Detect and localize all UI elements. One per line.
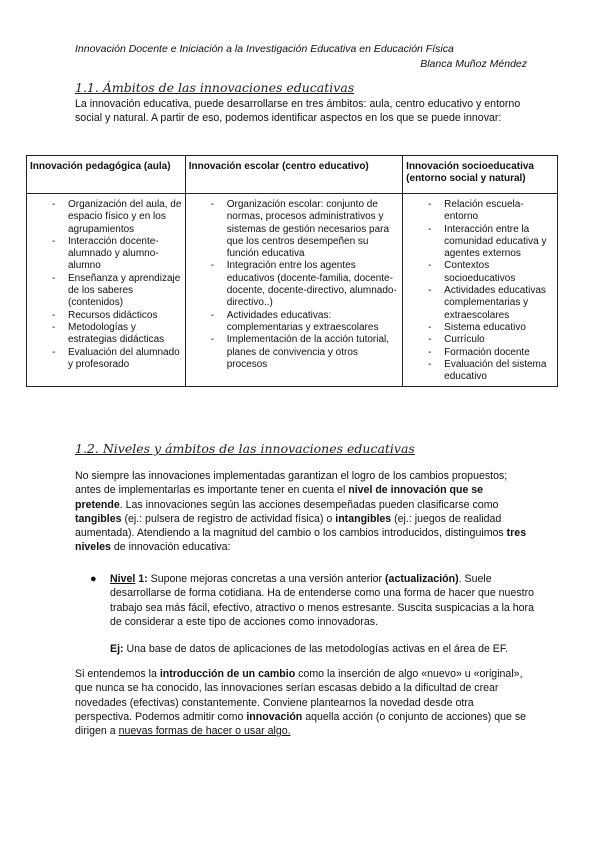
bold-text: innovación: [246, 710, 303, 723]
section-1-intro: La innovación educativa, puede desarrollarse en tres ámbitos: aula, centro educativo y entorno social y natural. A partir de eso, podemos identificar aspectos en los que se puede innovar:: [75, 98, 521, 125]
underlined-text: nuevas formas de hacer o usar algo.: [118, 725, 291, 738]
socioeducational-cell: [403, 194, 558, 387]
list-item: - Organización escolar: conjunto de normas, procesos administrativos y sistemas de gestión necesarios para que los centros desempeñen su función educativa: [189, 199, 399, 260]
text-run: de innovación educativa:: [110, 541, 231, 554]
bold-text: tangibles: [75, 512, 122, 525]
text-run: No siempre las innovaciones implementadas garantizan el logro de los cambios propuestos; antes de implementarlas es importante tener en cuenta el: [75, 470, 508, 497]
list-item: - Integración entre los agentes educativos (docente-familia, docente-docente, docente-directivo, alumnado-directivo..): [189, 260, 399, 309]
section-1-title: 1.1. Ámbitos de las innovaciones educativas: [75, 80, 355, 95]
list-item: - Recursos didácticos: [30, 310, 182, 322]
table-header-row: [27, 156, 558, 194]
document-course-header: Innovación Docente e Iniciación a la Investigación Educativa en Educación Física: [75, 43, 454, 55]
list-item: - Relación escuela-entorno: [406, 199, 554, 224]
list-item: - Contextos socioeducativos: [406, 260, 554, 285]
bold-text: introducción de un cambio: [159, 668, 296, 680]
bold-text: nivel de innovación que se pretende: [75, 484, 484, 511]
text-run: Si entendemos la: [75, 668, 160, 680]
text-run: . Suele desarrollarse de forma cotidiana. Ha de entenderse como una forma de hacer que nuestro trabajo sea más fácil, efectivo, atractivo o menos estresante. Suscita suspicacias a la hora de considerar a este tipo de acciones como innovadoras.: [110, 573, 534, 628]
level-1-bullet: [90, 572, 534, 629]
list-item: - Interacción docente-alumnado y alumno-alumno: [30, 236, 182, 273]
school-cell: [185, 194, 402, 387]
bold-text: (actualización): [385, 573, 459, 585]
header-pedagogical: Innovación pedagógica (aula): [27, 156, 186, 194]
bold-text: intangibles: [335, 512, 392, 525]
list-item: - Evaluación del sistema educativo: [406, 359, 554, 384]
bold-text: tres niveles: [75, 527, 527, 554]
section-2-paragraph-1: [75, 469, 527, 555]
list-item: - Enseñanza y aprendizaje de los saberes (contenidos): [30, 273, 182, 310]
example-line: [110, 643, 508, 655]
bullet-icon: ●: [90, 573, 97, 585]
header-school: Innovación escolar (centro educativo): [185, 156, 402, 194]
text-run: Supone mejoras concretas a una versión anterior: [147, 573, 386, 585]
list-item: - Formación docente: [406, 347, 554, 359]
level-label: Nivel: [110, 573, 136, 585]
list-item: - Implementación de la acción tutorial, planes de convivencia y otros procesos: [189, 334, 399, 371]
header-socioeducational: Innovación socioeducativa (entorno social y natural): [403, 156, 558, 194]
text-run: (ej.: pulsera de registro de actividad física) o: [121, 512, 336, 525]
list-item: - Metodologías y estrategias didácticas: [30, 322, 182, 347]
list-item: - Interacción entre la comunidad educativa y agentes externos: [406, 224, 554, 261]
pedagogical-cell: [27, 194, 186, 387]
list-item: - Actividades educativas: complementarias y extraescolares: [189, 310, 399, 335]
list-item: - Currículo: [406, 334, 554, 346]
section-2-paragraph-2: [75, 667, 527, 738]
text-run: . Las innovaciones según las acciones desempeñadas pueden clasificarse como: [119, 498, 499, 511]
section-2-title: 1.2. Niveles y ámbitos de las innovaciones educativas: [75, 441, 415, 456]
text-run: (ej.: juegos de realidad aumentada). Atendiendo a la magnitud del cambio o los cambios introducidos, distinguimos: [75, 512, 507, 540]
level-number: 1:: [135, 573, 148, 585]
list-item: - Actividades educativas complementarias y extraescolares: [406, 285, 554, 322]
level-1-text: [94, 572, 534, 629]
list-item: - Organización del aula, de espacio físico y en los agrupamientos: [30, 199, 182, 236]
table-body-row: [27, 194, 558, 387]
list-item: - Sistema educativo: [406, 322, 554, 334]
document-author-header: Blanca Muñoz Méndez: [420, 58, 527, 70]
innovation-areas-table: [26, 155, 558, 387]
text-run: como la inserción de algo «nuevo» u «original», que nunca se ha conocido, las innovaciones serían escasas debido a la dificultad de crear novedades (efectivas) constantemente. Conviene plantearnos la novedad desde otra perspectiva. Podemos admitir como: [75, 668, 523, 723]
example-text: Una base de datos de aplicaciones de las metodologías activas en el área de EF.: [123, 643, 509, 655]
text-run: aquella acción (o conjunto de acciones) que se dirigen a: [75, 710, 527, 738]
example-label: Ej:: [110, 643, 124, 655]
list-item: - Evaluación del alumnado y profesorado: [30, 347, 182, 372]
